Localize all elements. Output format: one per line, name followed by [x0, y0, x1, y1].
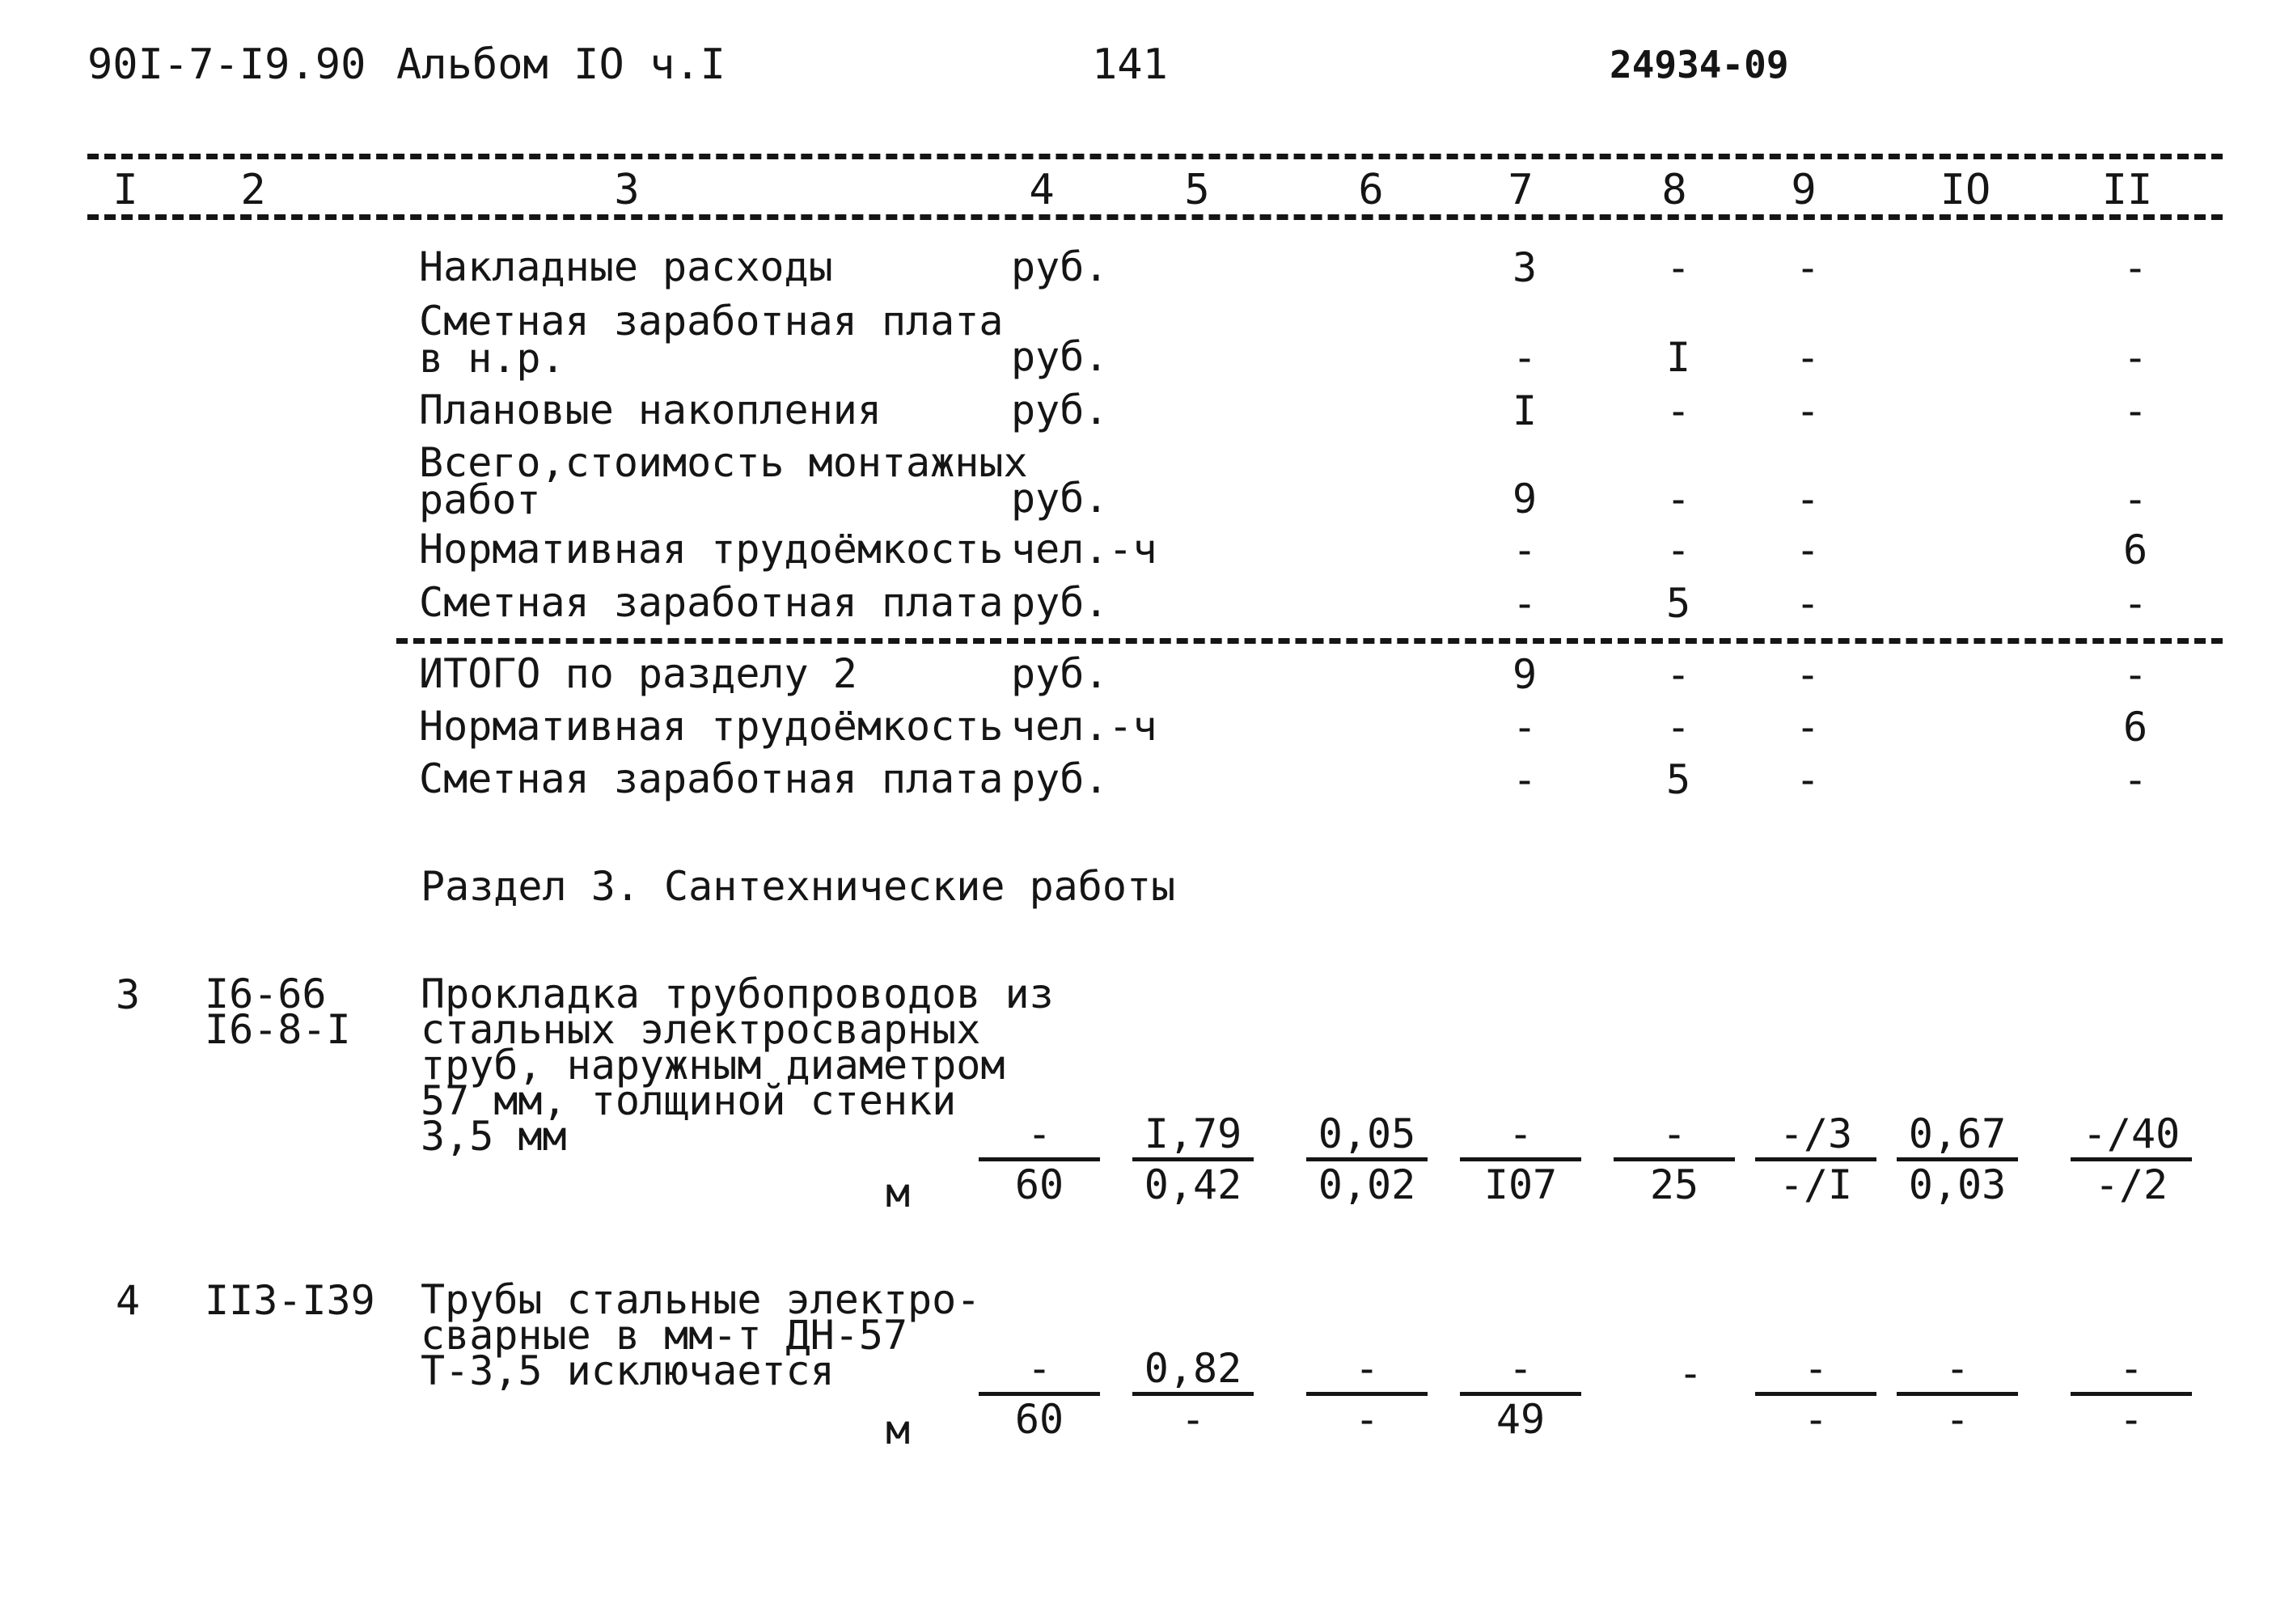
row-name: Плановые накопления — [419, 387, 882, 433]
cell-col9: - — [1795, 756, 1821, 803]
cell-col9: - — [1795, 527, 1821, 573]
cell-col8: - — [1665, 704, 1691, 751]
column-header-4: 4 — [1029, 166, 1055, 214]
cell-col11: - — [2122, 756, 2148, 803]
row-name: Накладные расходы — [419, 243, 833, 290]
row-name: Сметная заработная плата в н.р. — [419, 298, 1004, 382]
cell-col7: 3 — [1512, 244, 1538, 291]
cell-col8: 5 — [1665, 580, 1691, 627]
row-unit: руб. — [1011, 755, 1109, 802]
item-description: Прокладка трубопроводов из стальных электросварных труб, наружным диаметром 57 мм, толщиной стенки 3,5 мм — [421, 971, 1054, 1160]
cell-col11: - — [2122, 334, 2148, 381]
cell-col9: - — [1795, 334, 1821, 381]
header-bottom-rule — [87, 214, 2223, 220]
item-number: 4 — [116, 1277, 141, 1324]
cell-col9: - — [1795, 387, 1821, 434]
column-header-11: II — [2101, 166, 2153, 214]
value-col11: - - — [2071, 1347, 2192, 1443]
cell-col7: - — [1512, 580, 1538, 627]
row-name: Сметная заработная плата — [419, 755, 1004, 802]
item-code: II3-I39 — [205, 1277, 375, 1324]
subtotal-rule — [396, 638, 2223, 644]
row-unit: руб. — [1011, 333, 1109, 380]
row-name: ИТОГО по разделу 2 — [419, 650, 857, 697]
item-description: Трубы стальные электро- сварные в мм-т ДН-57 Т-3,5 исключается — [421, 1276, 981, 1394]
value-col5: $\frac{I,79}{0,42}$ — [1132, 1112, 1254, 1208]
cell-col9: - — [1795, 580, 1821, 627]
value-col4: - 60 — [979, 1347, 1100, 1443]
value-col11: $\frac{-/40}{-/2}$ — [2071, 1112, 2192, 1208]
inventory-number: 24934-09 — [1610, 43, 1789, 87]
cell-col9: - — [1795, 476, 1821, 522]
row-unit: чел.-ч — [1011, 526, 1157, 573]
cell-col9: - — [1795, 244, 1821, 291]
cell-col7: - — [1512, 756, 1538, 803]
cell-col8: - — [1665, 476, 1691, 522]
cell-col11: - — [2122, 651, 2148, 698]
cell-col11: - — [2122, 387, 2148, 434]
cell-col11: - — [2122, 580, 2148, 627]
value-col8: - — [1677, 1350, 1703, 1397]
page-number: 141 — [1092, 40, 1168, 89]
cell-col8: - — [1665, 527, 1691, 573]
row-name: Нормативная трудоёмкость — [419, 526, 1004, 573]
cell-col9: - — [1795, 651, 1821, 698]
item-unit: м — [886, 1169, 911, 1216]
column-header-3: 3 — [614, 166, 640, 214]
item-number: 3 — [116, 971, 141, 1018]
cell-col11: 6 — [2122, 704, 2148, 751]
value-col10: - - — [1897, 1347, 2018, 1443]
row-name: Всего,стоимость монтажных работ — [419, 439, 1028, 523]
column-header-6: 6 — [1358, 166, 1384, 214]
value-col8: - 25 — [1614, 1112, 1735, 1208]
row-unit: руб. — [1011, 650, 1109, 697]
cell-col8: - — [1665, 387, 1691, 434]
column-header-9: 9 — [1791, 166, 1817, 214]
value-col7: - 49 — [1460, 1347, 1581, 1443]
cell-col7: 9 — [1512, 651, 1538, 698]
item-code: I6-66 I6-8-I — [205, 971, 351, 1053]
cell-col7: - — [1512, 704, 1538, 751]
cell-col7: - — [1512, 334, 1538, 381]
item-unit: м — [886, 1406, 911, 1453]
column-header-7: 7 — [1508, 166, 1534, 214]
column-header-2: 2 — [240, 166, 266, 214]
value-col6: $\frac{0,05}{0,02}$ — [1306, 1112, 1428, 1208]
value-col10: $\frac{0,67}{0,03}$ — [1897, 1112, 2018, 1208]
cell-col7: I — [1512, 387, 1538, 434]
row-unit: руб. — [1011, 243, 1109, 290]
value-col9: $\frac{-/3}{-/I}$ — [1755, 1112, 1876, 1208]
cell-col8: I — [1665, 334, 1691, 381]
cell-col11: - — [2122, 476, 2148, 522]
value-col5: 0,82 - — [1132, 1347, 1254, 1443]
column-header-1: I — [112, 166, 138, 214]
value-col7: - I07 — [1460, 1112, 1581, 1208]
document-code: 90I-7-I9.90 — [87, 40, 366, 89]
cell-col8: - — [1665, 244, 1691, 291]
row-name: Нормативная трудоёмкость — [419, 703, 1004, 750]
cell-col8: - — [1665, 651, 1691, 698]
cell-col11: - — [2122, 244, 2148, 291]
row-name: Сметная заработная плата — [419, 579, 1004, 626]
column-header-10: IO — [1940, 166, 1991, 214]
cell-col7: - — [1512, 527, 1538, 573]
cell-col9: - — [1795, 704, 1821, 751]
row-unit: руб. — [1011, 579, 1109, 626]
header-top-rule — [87, 154, 2223, 159]
value-col9: - - — [1755, 1347, 1876, 1443]
column-header-8: 8 — [1661, 166, 1687, 214]
cell-col8: 5 — [1665, 756, 1691, 803]
value-col6: - - — [1306, 1347, 1428, 1443]
column-header-5: 5 — [1184, 166, 1210, 214]
row-unit: руб. — [1011, 387, 1109, 433]
section3-title: Раздел 3. Сантехнические работы — [421, 863, 1176, 910]
album-label: Альбом IO ч.I — [396, 40, 726, 89]
cell-col7: 9 — [1512, 476, 1538, 522]
row-unit: руб. — [1011, 475, 1109, 522]
row-unit: чел.-ч — [1011, 703, 1157, 750]
value-col4: - 60 — [979, 1112, 1100, 1208]
cell-col11: 6 — [2122, 527, 2148, 573]
